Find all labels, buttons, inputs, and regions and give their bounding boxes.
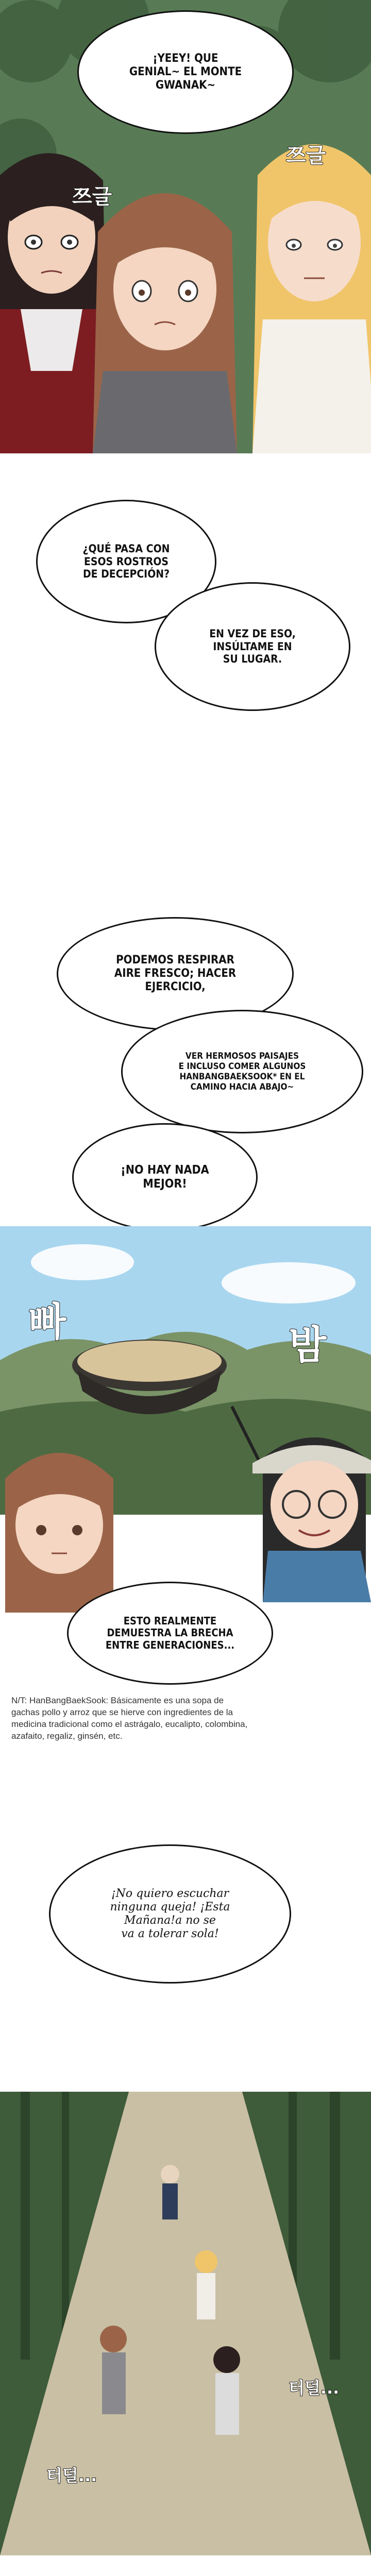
girl-blonde bbox=[242, 124, 371, 453]
girl-brown-hair bbox=[0, 1437, 119, 1613]
hiker-with-glasses bbox=[222, 1396, 371, 1602]
panel-2 bbox=[0, 453, 371, 783]
sfx-text: 빠 bbox=[28, 1299, 66, 1345]
panel-4 bbox=[0, 1226, 371, 1690]
sfx-text: 쯔글 bbox=[72, 185, 112, 209]
speech-bubble: EN VEZ DE ESO, INSÚLTAME EN SU LUGAR. bbox=[155, 582, 350, 711]
sfx-text: 터덜... bbox=[46, 2466, 97, 2485]
speech-bubble: VER HERMOSOS PAISAJES E INCLUSO COMER ALGUNOS HANBANGBAEKSOOK* EN EL CAMINO HACIA ABAJO~ bbox=[121, 1010, 363, 1133]
panel-3 bbox=[0, 783, 371, 1236]
speech-bubble: PODEMOS RESPIRAR AIRE FRESCO; HACER EJERCICIO, bbox=[57, 917, 294, 1030]
speech-bubble: ¡NO HAY NADA MEJOR! bbox=[72, 1123, 258, 1231]
translator-note: N/T: HanBangBaekSook: Básicamente es una sopa de gachas pollo y arroz que se hierve con ingredientes de la medicina tradicional como el astrágalo, eucalipto, colombina, azafaito, regaliz, ginsén, etc. bbox=[11, 1696, 248, 1741]
panel-5 bbox=[0, 1783, 371, 2576]
speech-bubble: ESTO REALMENTE DEMUESTRA LA BRECHA ENTRE GENERACIONES... bbox=[67, 1582, 273, 1685]
speech-bubble: ¡No quiero escuchar ninguna queja! ¡Esta Mañana!a no se va a tolerar sola! bbox=[49, 1844, 291, 1984]
speech-bubble: ¡YEEY! QUE GENIAL~ EL MONTE GWANAK~ bbox=[77, 10, 294, 134]
sfx-text: 쯔글 bbox=[286, 144, 326, 167]
panel-1 bbox=[0, 0, 371, 453]
sfx-text: 터덜... bbox=[289, 2378, 340, 2398]
speech-bubble: ¿QUÉ PASA CON ESOS ROSTROS DE DECEPCIÓN? bbox=[36, 500, 216, 623]
sfx-text: 밤 bbox=[289, 1322, 327, 1368]
